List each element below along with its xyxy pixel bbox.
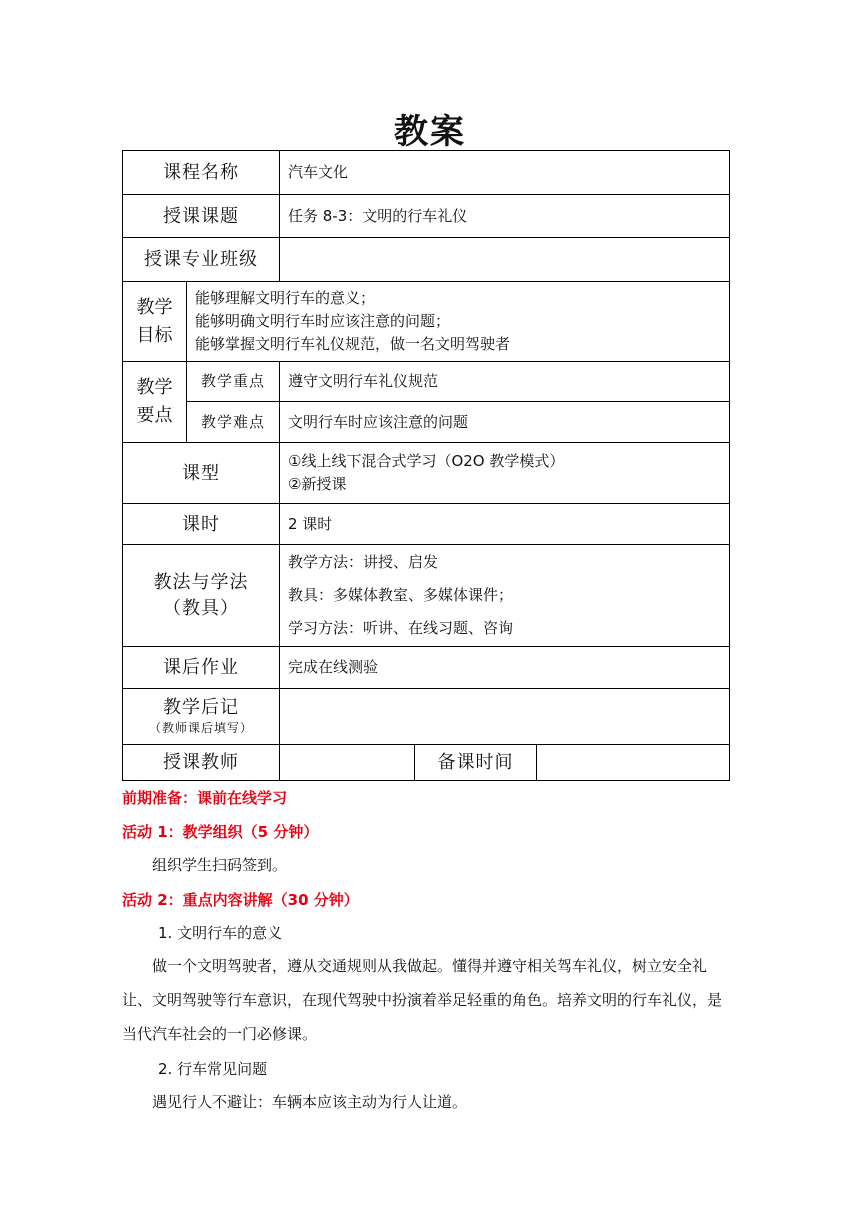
methods-label xyxy=(123,545,280,647)
row-topic xyxy=(123,195,730,238)
teacher-label: 授课教师 xyxy=(123,745,280,781)
notes-label-line-1: 教学后记 xyxy=(163,697,239,718)
homework-label: 课后作业 xyxy=(123,647,280,689)
methods-label-line-2: （教具） xyxy=(163,597,239,619)
notes-label xyxy=(123,689,280,745)
page-title: 教案 xyxy=(394,112,466,152)
row-course-name xyxy=(123,151,730,195)
topic-label: 授课课题 xyxy=(123,195,280,238)
method-item: 教学方法：讲授、启发 xyxy=(288,553,439,571)
goals-value xyxy=(187,282,730,362)
activity1-text: 组织学生扫码签到。 xyxy=(152,856,288,874)
key-points-label-line-1: 教学 xyxy=(136,377,173,398)
homework-value: 完成在线测验 xyxy=(280,647,730,689)
course-name-label: 课程名称 xyxy=(123,151,280,195)
row-teacher xyxy=(123,745,730,781)
goal-item: 能够明确文明行车时应该注意的问题； xyxy=(195,312,451,330)
prep-time-label: 备课时间 xyxy=(415,745,537,781)
focus-label: 教学重点 xyxy=(187,362,280,402)
method-item: 学习方法：听讲、在线习题、咨询 xyxy=(288,619,514,637)
key-points-label xyxy=(123,362,187,443)
row-notes xyxy=(123,689,730,745)
row-focus xyxy=(123,362,730,402)
row-methods xyxy=(123,545,730,647)
row-goals xyxy=(123,282,730,362)
teacher-value xyxy=(280,745,415,781)
row-class xyxy=(123,238,730,282)
methods-value xyxy=(280,545,730,647)
goals-label xyxy=(123,282,187,362)
focus-value: 遵守文明行车礼仪规范 xyxy=(280,362,730,402)
row-hours xyxy=(123,504,730,545)
goals-label-line-1: 教学 xyxy=(136,296,173,318)
hours-value: 2 课时 xyxy=(280,504,730,545)
type-value xyxy=(280,443,730,504)
type-label: 课型 xyxy=(123,443,280,504)
activity1-heading: 活动 1：教学组织（5 分钟） xyxy=(122,823,319,841)
method-item: 教具：多媒体教室、多媒体课件； xyxy=(288,586,514,604)
notes-value xyxy=(280,689,730,745)
item1-title: 1. 文明行车的意义 xyxy=(158,924,283,942)
prep-heading: 前期准备：课前在线学习 xyxy=(122,789,288,807)
lesson-plan-table xyxy=(122,150,730,781)
key-points-label-line-2: 要点 xyxy=(136,405,173,426)
course-name-value: 汽车文化 xyxy=(280,151,730,195)
item2-text: 遇见行人不避让：车辆本应该主动为行人让道。 xyxy=(152,1093,468,1111)
prep-time-value xyxy=(537,745,730,781)
hours-label: 课时 xyxy=(123,504,280,545)
notes-sublabel: （教师课后填写） xyxy=(148,721,253,735)
class-label: 授课专业班级 xyxy=(123,238,280,282)
class-value xyxy=(280,238,730,282)
item2-title: 2. 行车常见问题 xyxy=(158,1060,268,1078)
activity2-heading: 活动 2：重点内容讲解（30 分钟） xyxy=(122,891,359,909)
item1-text: 做一个文明驾驶者，遵从交通规则从我做起。懂得并遵守相关驾车礼仪，树立安全礼让、文明驾驶等行车意识，在现代驾驶中扮演着举足轻重的角色。培养文明的行车礼仪，是当代汽车社会的一门必修课。 xyxy=(122,957,723,1043)
type-item: ②新授课 xyxy=(288,475,347,493)
row-homework xyxy=(123,647,730,689)
goals-label-line-2: 目标 xyxy=(136,324,173,346)
row-type xyxy=(123,443,730,504)
goal-item: 能够理解文明行车的意义； xyxy=(195,289,376,307)
methods-label-line-1: 教法与学法 xyxy=(153,571,249,593)
topic-value: 任务 8-3：文明的行车礼仪 xyxy=(280,195,730,238)
goal-item: 能够掌握文明行车礼仪规范，做一名文明驾驶者 xyxy=(195,335,511,353)
difficulty-value: 文明行车时应该注意的问题 xyxy=(280,402,730,443)
difficulty-label: 教学难点 xyxy=(187,402,280,443)
row-difficulty xyxy=(123,402,730,443)
type-item: ①线上线下混合式学习（O2O 教学模式） xyxy=(288,452,565,470)
